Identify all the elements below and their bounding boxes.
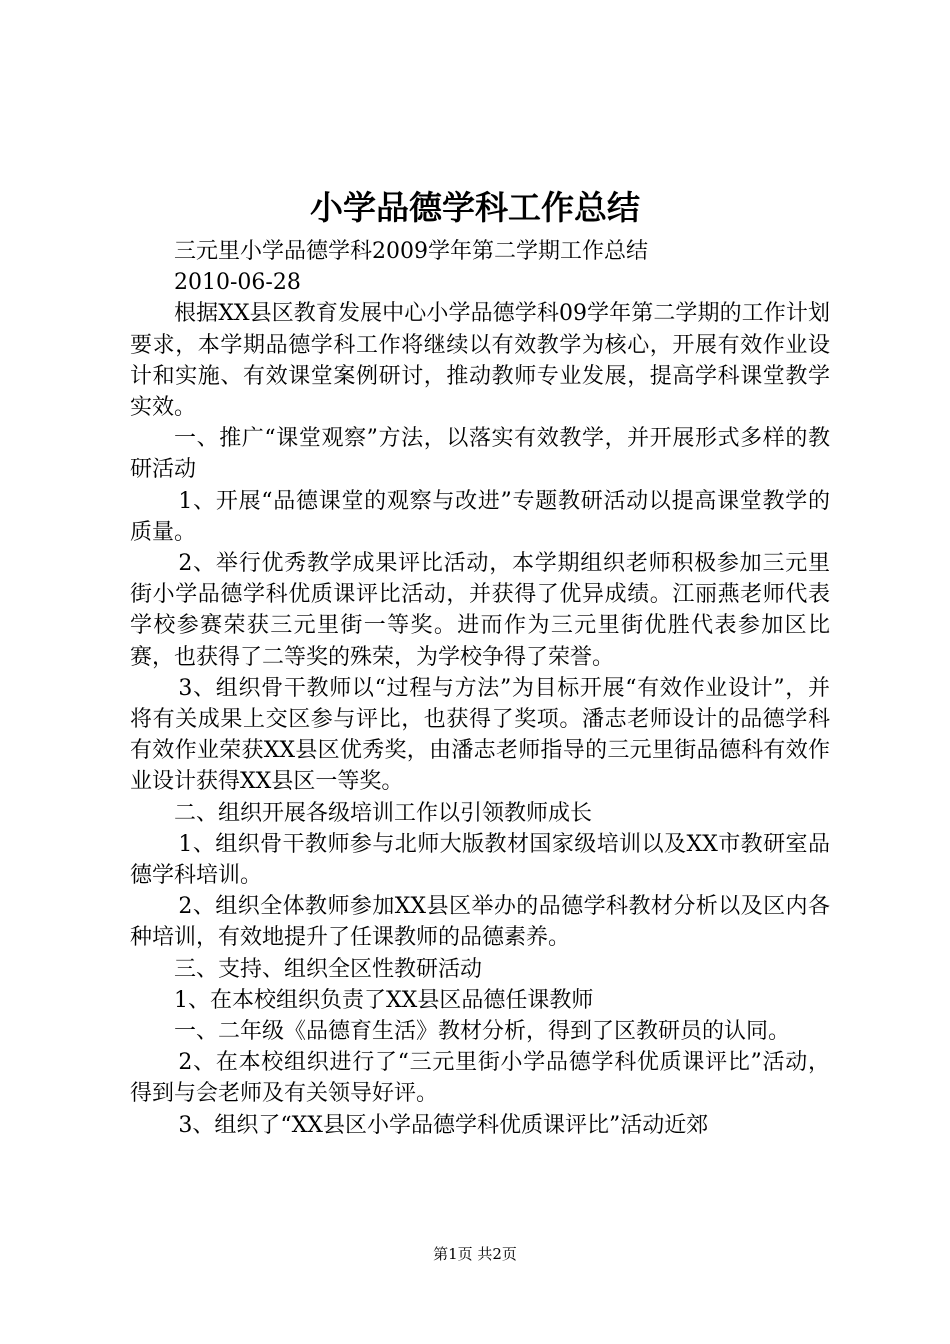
paragraph-intro: 根据XX县区教育发展中心小学品德学科09学年第二学期的工作计划要求，本学期品德学科工作将继续以有效教学为核心，开展有效作业设计和实施、有效课堂案例研讨，推动教师专业发展，提高学科课堂教学实效。 xyxy=(130,301,830,421)
paragraph-1-3: 3、组织骨干教师以“过程与方法”为目标开展“有效作业设计”，并将有关成果上交区参与评比，也获得了奖项。潘志老师设计的品德学科有效作业荣获XX县区优秀奖，由潘志老师指导的三元里街品德科有效作业设计获得XX县区一等奖。 xyxy=(130,675,830,795)
paragraph-3-1: 1、在本校组织负责了XX县区品德任课教师 xyxy=(174,987,594,1013)
paragraph-3-1-cont: 一、二年级《品德育生活》教材分析，得到了区教研员的认同。 xyxy=(174,1019,791,1045)
paragraph-2-1: 1、组织骨干教师参与北师大版教材国家级培训以及XX市教研室品德学科培训。 xyxy=(130,831,830,889)
document-body xyxy=(130,236,830,1141)
section-heading-1: 一、推广“课堂观察”方法，以落实有效教学，并开展形式多样的教研活动 xyxy=(130,426,830,483)
section-heading-3: 三、支持、组织全区性教研活动 xyxy=(174,956,483,982)
paragraph-1-1: 1、开展“品德课堂的观察与改进”专题教研活动以提高课堂教学的质量。 xyxy=(130,488,830,545)
paragraph-3-3: 3、组织了“XX县区小学品德学科优质课评比”活动近郊 xyxy=(178,1112,709,1138)
paragraph-1-2: 2、举行优秀教学成果评比活动，本学期组织老师积极参加三元里街小学品德学科优质课评比活动，并获得了优异成绩。江丽燕老师代表学校参赛荣获三元里街一等奖。进而作为三元里街优胜代表参加区比赛，也获得了二等奖的殊荣，为学校争得了荣誉。 xyxy=(130,551,830,670)
document-subtitle: 三元里小学品德学科2009学年第二学期工作总结 xyxy=(174,239,648,264)
paragraph-3-2: 2、在本校组织进行了“三元里街小学品德学科优质课评比”活动，得到与会老师及有关领导好评。 xyxy=(130,1050,830,1107)
document-title: 小学品德学科工作总结 xyxy=(310,188,640,227)
page-number: 第1页 共2页 xyxy=(433,1245,517,1263)
paragraph-2-2: 2、组织全体教师参加XX县区举办的品德学科教材分析以及区内各种培训，有效地提升了任课教师的品德素养。 xyxy=(130,894,830,951)
document-date: 2010-06-28 xyxy=(174,270,301,296)
section-heading-2: 二、组织开展各级培训工作以引领教师成长 xyxy=(174,800,593,826)
